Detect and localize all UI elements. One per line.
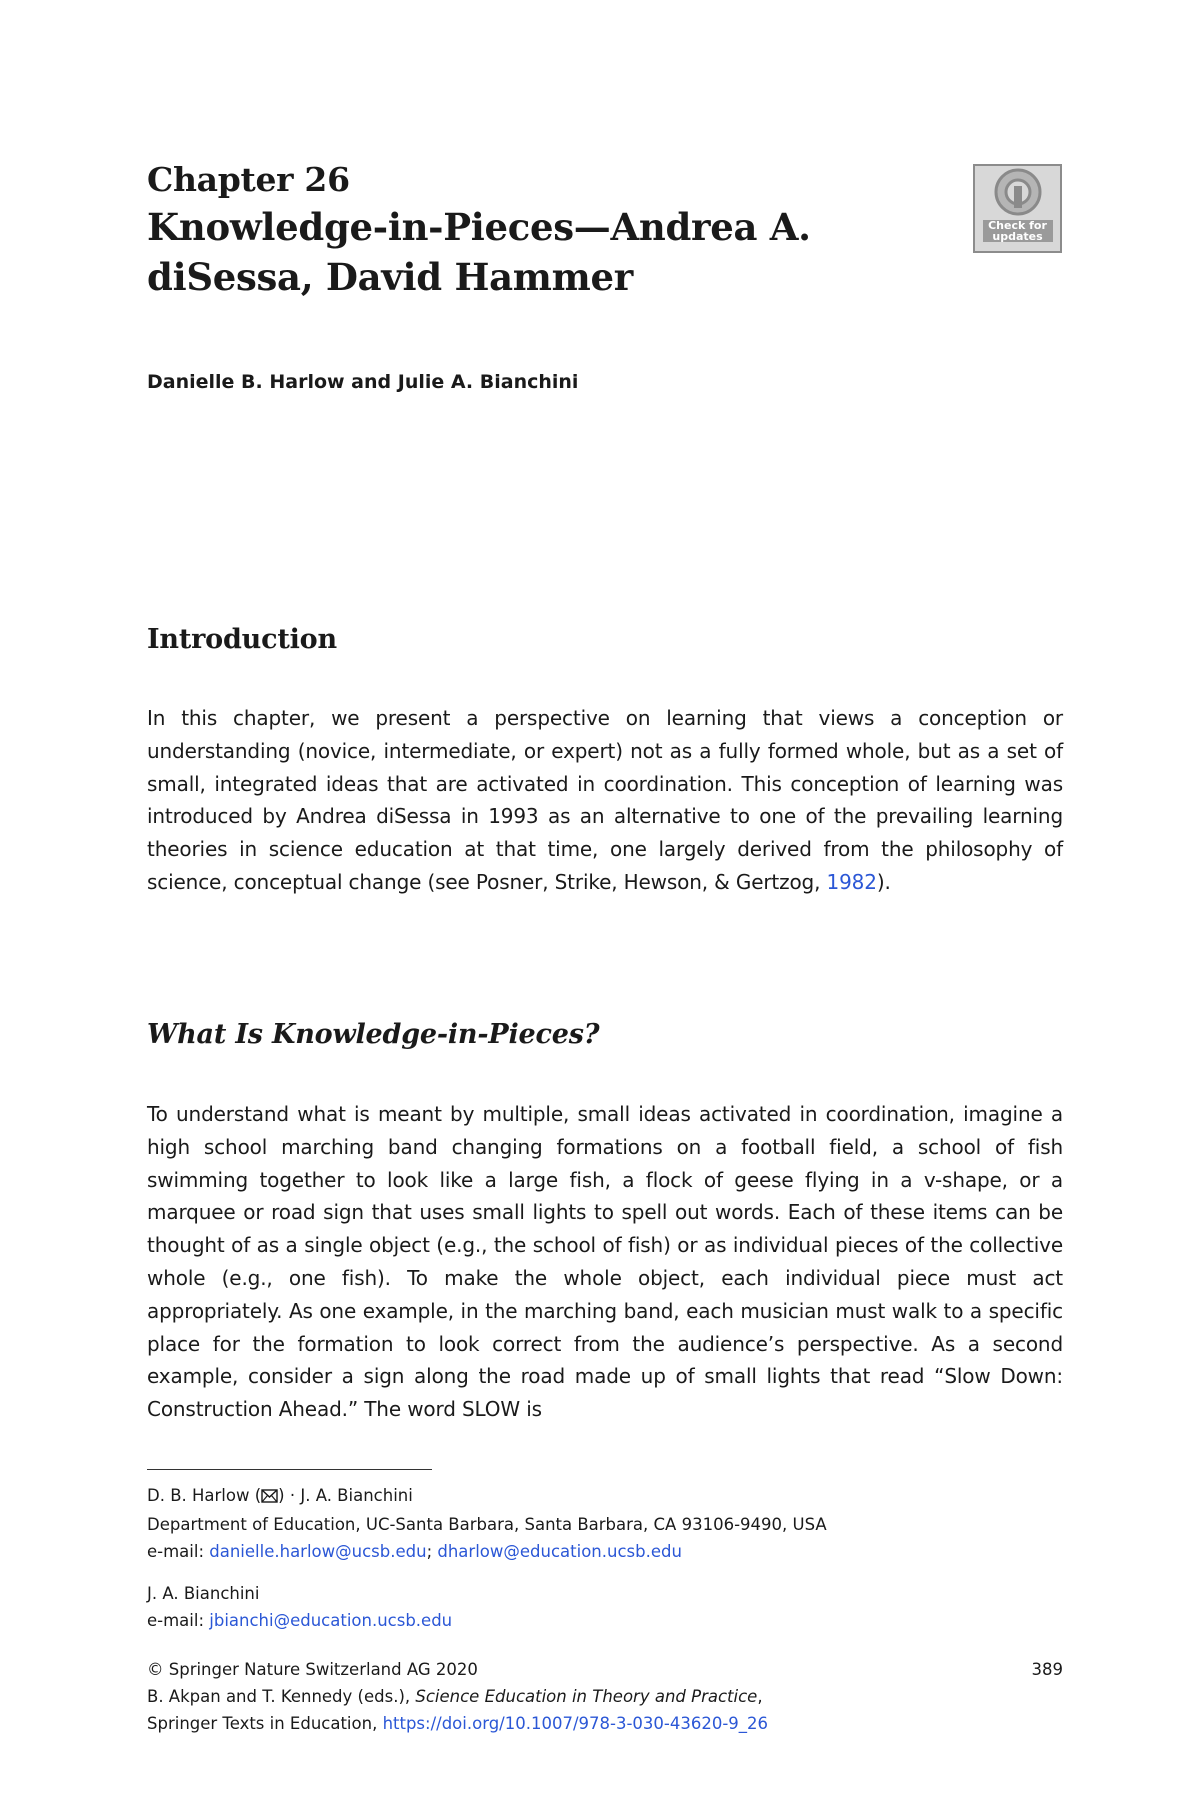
- chapter-title: [147, 202, 847, 302]
- section-heading-introduction: Introduction: [147, 624, 337, 655]
- knowledge-in-pieces-paragraph: To understand what is meant by multiple, small ideas activated in coordination, imagine a high school marching band changing formations on a football field, a school of fish swimming together to look like a large fish, a flock of geese flying in a v-shape, or a marquee or road sign that uses small lights to spell out words. Each of these items can be thought of as a single object (e.g., the school of fish) or as individual pieces of the collective whole (e.g., one fish). To make the whole object, each individual piece must act appropriately. As one example, in the marching band, each musician must walk to a specific place for the formation to look correct from the audience’s perspective. As a second example, consider a sign along the road made up of small lights that read “Slow Down: Construction Ahead.” The word SLOW is: [147, 1102, 1063, 1422]
- author-list: Danielle B. Harlow and Julie A. Bianchini: [147, 371, 579, 393]
- footnote-divider: [147, 1469, 432, 1470]
- second-author-block: [147, 1580, 1063, 1634]
- author-line: D. B. Harlow ( ) · J. A. Bianchini: [147, 1482, 1063, 1511]
- page-number: 389: [1031, 1660, 1063, 1679]
- chapter-title-line-1: Knowledge-in-Pieces—Andrea A.: [147, 205, 811, 249]
- publication-info-block: [147, 1656, 1063, 1737]
- email-line-1: e-mail: danielle.harlow@ucsb.edu; dharlow@education.ucsb.edu: [147, 1542, 682, 1561]
- email-link-jbianchi[interactable]: jbianchi@education.ucsb.edu: [209, 1611, 453, 1630]
- second-author-line: J. A. Bianchini: [147, 1584, 260, 1603]
- author-affiliation-block: [147, 1482, 1063, 1565]
- chapter-title-line-2: diSessa, David Hammer: [147, 255, 633, 299]
- chapter-number: Chapter 26: [147, 160, 350, 199]
- doi-link[interactable]: https://doi.org/10.1007/978-3-030-43620-9_26: [382, 1714, 769, 1733]
- email-link-dharlow[interactable]: dharlow@education.ucsb.edu: [437, 1542, 682, 1561]
- series-line: Springer Texts in Education, https://doi.org/10.1007/978-3-030-43620-9_26: [147, 1714, 769, 1733]
- crossmark-label: Check for updates: [983, 220, 1053, 242]
- introduction-paragraph: In this chapter, we present a perspective on learning that views a conception or understanding (novice, intermediate, or expert) not as a fully formed whole, but as a set of small, integrated ideas that are activated in coordination. This conception of learning was introduced by Andrea diSessa in 1993 as an alternative to one of the prevailing learning theories in science education at that time, one largely derived from the philosophy of science, conceptual change (see Posner, Strike, Hewson, & Gertzog, 1982).: [147, 706, 1063, 894]
- affiliation-line: Department of Education, UC-Santa Barbara, Santa Barbara, CA 93106-9490, USA: [147, 1515, 827, 1534]
- copyright-line: © Springer Nature Switzerland AG 2020 389: [147, 1656, 1063, 1683]
- check-for-updates-badge[interactable]: [973, 164, 1062, 253]
- envelope-icon[interactable]: [261, 1484, 278, 1511]
- email-link-danielle[interactable]: danielle.harlow@ucsb.edu: [209, 1542, 427, 1561]
- crossmark-icon: [989, 166, 1047, 218]
- citation-link-1982[interactable]: 1982: [826, 869, 877, 894]
- email-line-2: e-mail: jbianchi@education.ucsb.edu: [147, 1611, 453, 1630]
- section-heading-knowledge-in-pieces: What Is Knowledge-in-Pieces?: [147, 1019, 600, 1050]
- book-title: Science Education in Theory and Practice: [415, 1687, 758, 1706]
- book-citation-line: B. Akpan and T. Kennedy (eds.), Science Education in Theory and Practice,: [147, 1687, 763, 1706]
